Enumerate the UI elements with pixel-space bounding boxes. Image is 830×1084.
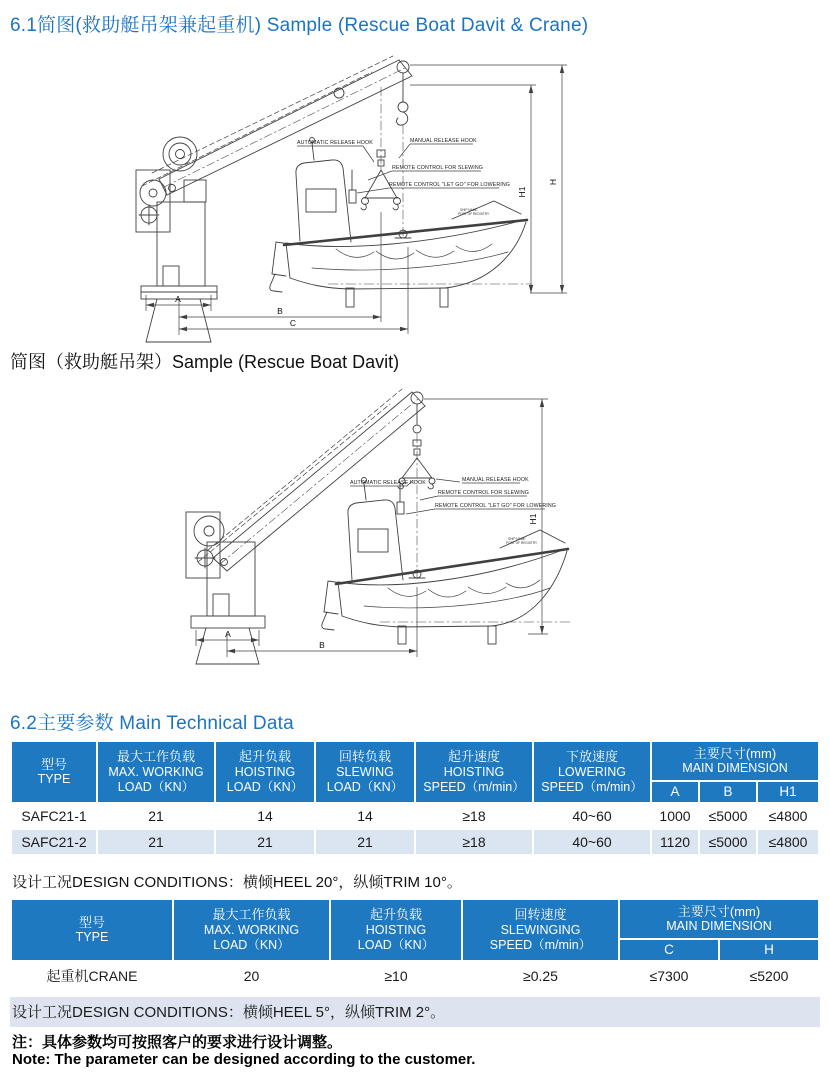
dim-b-label: B	[277, 306, 283, 316]
table-cell: ≥10	[331, 962, 461, 990]
table-row-crane	[12, 962, 818, 990]
section-6-2-title: 6.2主要参数 Main Technical Data	[10, 713, 294, 734]
col-header-type: 型号 TYPE	[12, 742, 96, 802]
note-zh: 注：具体参数均可按照客户的要求进行设计调整。	[12, 1034, 343, 1051]
col-header-type: 型号 TYPE	[12, 900, 172, 960]
table-cell: ≥18	[416, 804, 532, 828]
col-header-max-working-load: 最大工作负载 MAX. WORKING LOAD（KN）	[174, 900, 329, 960]
table-cell: 14	[216, 804, 314, 828]
davit-crane-drawing-svg	[100, 52, 600, 347]
col-header-hoisting-speed: 起升速度 HOISTING SPEED（m/min）	[416, 742, 532, 802]
dim-a-label: A	[225, 629, 231, 639]
col-header-dim-b: B	[700, 782, 756, 802]
port-of-registry-label: PORT OF REGISTRY	[506, 541, 538, 545]
table-cell: 40~60	[534, 804, 650, 828]
table-cell: SAFC21-1	[12, 804, 96, 828]
col-header-hoisting-load: 起升负载 HOISTING LOAD（KN）	[216, 742, 314, 802]
col-header-dim-h: H	[720, 940, 818, 960]
table-row-safc21-2	[12, 830, 818, 854]
davit-drawing	[150, 382, 600, 672]
manual-release-hook-label: MANUAL RELEASE HOOK	[462, 477, 529, 483]
col-header-main-dimension: 主要尺寸(mm) MAIN DIMENSION	[652, 742, 818, 780]
ship-name-label: SHIP NAME	[508, 537, 526, 541]
table-cell: 14	[316, 804, 414, 828]
table-cell: 21	[98, 804, 214, 828]
col-header-hoisting-load: 起升负载 HOISTING LOAD（KN）	[331, 900, 461, 960]
table-cell: 1000	[652, 804, 698, 828]
remote-control-letgo-label: REMOTE CONTROL "LET GO" FOR LOWERING	[435, 503, 556, 509]
table-cell: SAFC21-2	[12, 830, 96, 854]
table-cell: 21	[316, 830, 414, 854]
manual-release-hook-label: MANUAL RELEASE HOOK	[410, 138, 477, 144]
col-header-slewing-speed: 回转速度 SLEWINGING SPEED（m/min）	[463, 900, 618, 960]
section-6-1-title: 6.1简图(救助艇吊架兼起重机) Sample (Rescue Boat Davit & Crane)	[10, 15, 589, 36]
table-cell: 21	[216, 830, 314, 854]
table-cell: ≤7300	[620, 962, 718, 990]
table-cell: 起重机CRANE	[12, 962, 172, 990]
port-of-registry-label: PORT OF REGISTRY	[458, 212, 490, 216]
automatic-release-hook-label: AUTOMATIC RELEASE HOOK	[297, 140, 373, 146]
table-cell: ≤5000	[700, 804, 756, 828]
col-header-slewing-load: 回转负载 SLEWING LOAD（KN）	[316, 742, 414, 802]
dim-a-label: A	[175, 294, 181, 304]
design-conditions-crane: 设计工况DESIGN CONDITIONS：横倾HEEL 5°，纵倾TRIM 2°。	[10, 997, 820, 1027]
crane-spec-table	[10, 898, 820, 992]
table-cell: ≤4800	[758, 830, 818, 854]
davit-spec-table	[10, 740, 820, 856]
dim-h-label: H	[548, 178, 558, 186]
table-cell: ≥18	[416, 830, 532, 854]
table-cell: 40~60	[534, 830, 650, 854]
col-header-dim-h1: H1	[758, 782, 818, 802]
table-cell: 1120	[652, 830, 698, 854]
col-header-max-working-load: 最大工作负载 MAX. WORKING LOAD（KN）	[98, 742, 214, 802]
remote-control-letgo-label: REMOTE CONTROL "LET GO" FOR LOWERING	[389, 182, 510, 188]
table-cell: ≤4800	[758, 804, 818, 828]
col-header-lowering-speed: 下放速度 LOWERING SPEED（m/min）	[534, 742, 650, 802]
table-cell: ≤5000	[700, 830, 756, 854]
davit-drawing-svg	[150, 382, 600, 667]
table-cell: 20	[174, 962, 329, 990]
remote-control-slewing-label: REMOTE CONTROL FOR SLEWING	[438, 490, 529, 496]
table-cell: 21	[98, 830, 214, 854]
dim-b-label: B	[319, 640, 325, 650]
col-header-dim-a: A	[652, 782, 698, 802]
col-header-main-dimension: 主要尺寸(mm) MAIN DIMENSION	[620, 900, 818, 938]
table-cell: ≥0.25	[463, 962, 618, 990]
table-row-safc21-1	[12, 804, 818, 828]
remote-control-slewing-label: REMOTE CONTROL FOR SLEWING	[392, 165, 483, 171]
davit-crane-drawing	[100, 52, 600, 352]
table-cell: ≤5200	[720, 962, 818, 990]
dim-h1-label: H1	[517, 186, 527, 198]
ship-name-label: SHIP NAME	[460, 208, 478, 212]
dim-c-label: C	[289, 318, 297, 328]
col-header-dim-c: C	[620, 940, 718, 960]
davit-drawing-caption: 简图（救助艇吊架）Sample (Rescue Boat Davit)	[10, 352, 400, 372]
automatic-release-hook-label: AUTOMATIC RELEASE HOOK	[350, 480, 426, 486]
dim-h1-label: H1	[528, 513, 538, 525]
note-en: Note: The parameter can be designed according to the customer.	[12, 1051, 476, 1068]
design-conditions-davit: 设计工况DESIGN CONDITIONS：横倾HEEL 20°，纵倾TRIM 10°。	[12, 874, 462, 891]
